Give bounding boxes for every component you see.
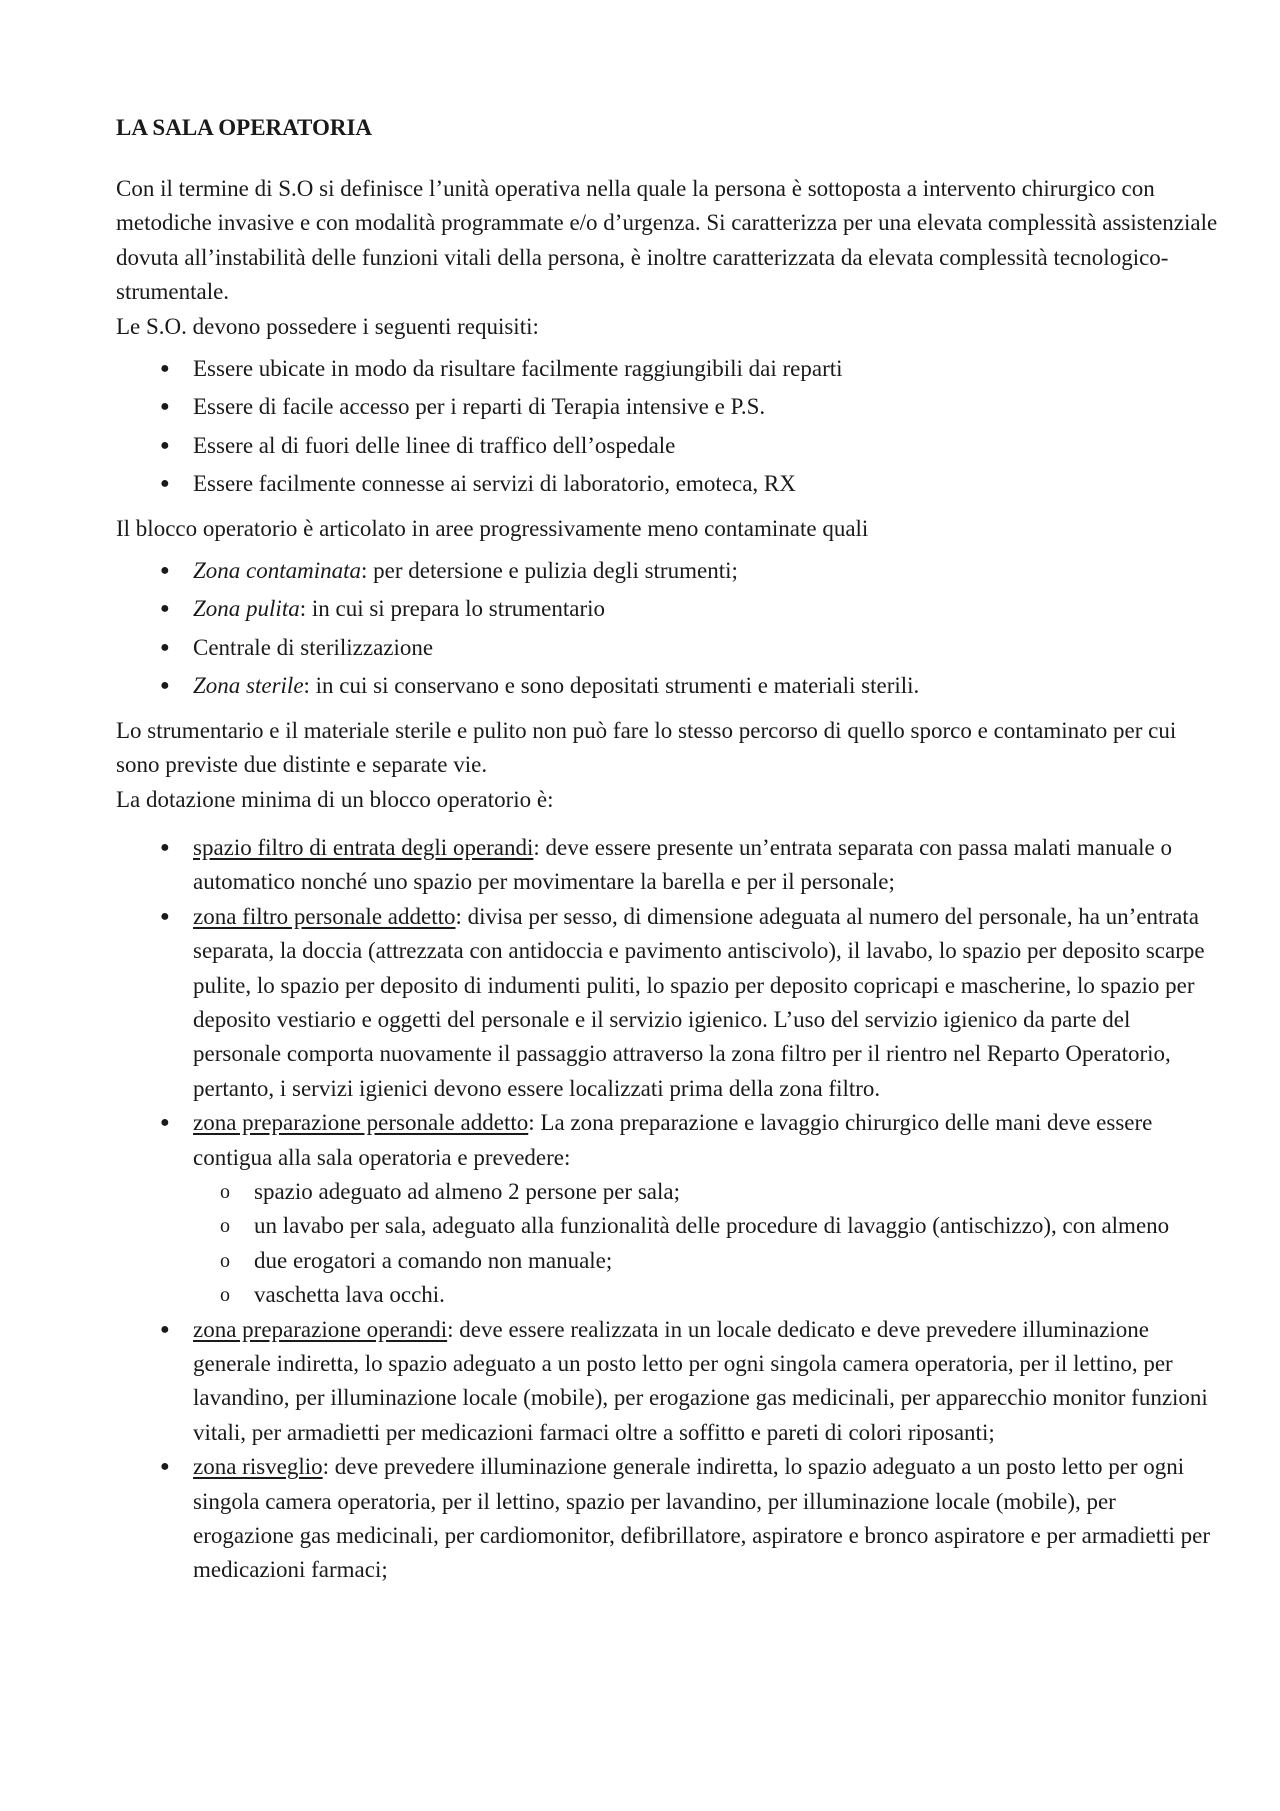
aree-list xyxy=(116,554,1220,704)
list-item: ● zona preparazione operandi: deve essere realizzata in un locale dedicato e deve prevedere illuminazione generale indiretta, lo spazio adeguato a un posto letto per ogni singola camera operatoria, per il lettino, per lavandino, per illuminazione locale (mobile), per erogazione gas medicinali, per apparecchio monitor funzioni vitali, per armadietti per medicazioni farmaci oltre a soffitto e pareti di colori riposanti; xyxy=(116,1313,1220,1451)
sub-list-item: o vaschetta lava occhi. xyxy=(193,1278,1220,1312)
bullet-icon: ● xyxy=(160,677,170,695)
dotazione-term: zona preparazione personale addetto xyxy=(193,1110,529,1136)
bullet-icon: ● xyxy=(160,838,170,856)
circle-bullet-icon: o xyxy=(220,1284,230,1307)
bullet-icon: ● xyxy=(160,436,170,454)
area-term: Zona sterile xyxy=(193,673,304,699)
list-item: ● Centrale di sterilizzazione xyxy=(116,631,1220,665)
list-item: ● zona filtro personale addetto: divisa per sesso, di dimensione adeguata al numero del personale, ha un’entrata separata, la doccia (attrezzata con antidoccia e pavimento antiscivolo), il lavabo, lo spazio per deposito scarpe pulite, lo spazio per deposito di indumenti puliti, lo spazio per deposito copricapi e mascherine, lo spazio per deposito vestiario e oggetti del personale e il servizio igienico. L’uso del servizio igienico da parte del personale comporta nuovamente il passaggio attraverso la zona filtro per il rientro nel Reparto Operatorio, pertanto, i servizi igienici devono essere localizzati prima della zona filtro. xyxy=(116,900,1220,1106)
list-item: ● Essere di facile accesso per i reparti di Terapia intensive e P.S. xyxy=(116,390,1220,424)
bullet-icon: ● xyxy=(160,562,170,580)
bullet-icon: ● xyxy=(160,398,170,416)
dotazione-term: zona risveglio xyxy=(193,1454,323,1480)
area-term: Zona pulita xyxy=(193,596,300,622)
requisiti-list xyxy=(116,352,1220,502)
dotazione-term: zona preparazione operandi xyxy=(193,1316,448,1342)
bullet-icon: ● xyxy=(160,600,170,618)
bullet-icon: ● xyxy=(160,1458,170,1476)
area-term: Zona contaminata xyxy=(193,558,362,584)
sub-list-item: o spazio adeguato ad almeno 2 persone per sala; xyxy=(193,1175,1220,1209)
circle-bullet-icon: o xyxy=(220,1215,230,1238)
list-item: ● Essere facilmente connesse ai servizi di laboratorio, emoteca, RX xyxy=(116,467,1220,501)
list-item: ● spazio filtro di entrata degli operandi: deve essere presente un’entrata separata con passa malati manuale o automatico nonché uno spazio per movimentare la barella e per il personale; xyxy=(116,831,1220,900)
aree-intro: Il blocco operatorio è articolato in aree progressivamente meno contaminate quali xyxy=(116,515,869,541)
intro-paragraph: Con il termine di S.O si definisce l’unità operativa nella quale la persona è sottoposta a intervento chirurgico con metodiche invasive e con modalità programmate e/o d’urgenza. Si caratterizza per una elevata complessità assistenziale dovuta all’instabilità delle funzioni vitali della persona, è inoltre caratterizzata da elevata complessità tecnologico-strumentale. xyxy=(116,176,1218,305)
dotazione-list xyxy=(116,831,1220,1588)
requisiti-intro: Le S.O. devono possedere i seguenti requisiti: xyxy=(116,313,539,339)
list-item: ● Essere al di fuori delle linee di traffico dell’ospedale xyxy=(116,429,1220,463)
dotazione-term: zona filtro personale addetto xyxy=(193,903,456,929)
list-item: ● zona preparazione personale addetto: La zona preparazione e lavaggio chirurgico delle mani deve essere contigua alla sala operatoria e prevedere: o spazio adeguato ad almeno 2 persone per sala; o un lavabo per sala, adeguato alla funzionalità delle procedure di lavaggio (antischizzo), con almeno o due erogatori a comando non manuale; o vaschetta lava occhi. xyxy=(116,1106,1220,1312)
preparazione-sublist xyxy=(193,1175,1220,1313)
bullet-icon: ● xyxy=(160,1320,170,1338)
circle-bullet-icon: o xyxy=(220,1249,230,1272)
sub-list-item: o due erogatori a comando non manuale; xyxy=(193,1244,1220,1278)
list-item: ● Essere ubicate in modo da risultare facilmente raggiungibili dai reparti xyxy=(116,352,1220,386)
percorso-paragraph: Lo strumentario e il materiale sterile e pulito non può fare lo stesso percorso di quello sporco e contaminato per cui sono previste due distinte e separate vie. xyxy=(116,717,1177,778)
page-title: LA SALA OPERATORIA xyxy=(116,115,373,140)
sub-list-item: o un lavabo per sala, adeguato alla funzionalità delle procedure di lavaggio (antischizzo), con almeno xyxy=(193,1209,1220,1243)
list-item: ● Zona contaminata: per detersione e pulizia degli strumenti; xyxy=(116,554,1220,588)
bullet-icon: ● xyxy=(160,638,170,656)
list-item: ● Zona pulita: in cui si prepara lo strumentario xyxy=(116,592,1220,626)
bullet-icon: ● xyxy=(160,475,170,493)
bullet-icon: ● xyxy=(160,360,170,378)
bullet-icon: ● xyxy=(160,907,170,925)
list-item: ● zona risveglio: deve prevedere illuminazione generale indiretta, lo spazio adeguato a un posto letto per ogni singola camera operatoria, per il lettino, spazio per lavandino, per illuminazione locale (mobile), per erogazione gas medicinali, per cardiomonitor, defibrillatore, aspiratore e bronco aspiratore e per armadietti per medicazioni farmaci; xyxy=(116,1450,1220,1588)
bullet-icon: ● xyxy=(160,1114,170,1132)
circle-bullet-icon: o xyxy=(220,1180,230,1203)
dotazione-term: spazio filtro di entrata degli operandi xyxy=(193,834,534,860)
list-item: ● Zona sterile: in cui si conservano e sono depositati strumenti e materiali sterili. xyxy=(116,669,1220,703)
dotazione-intro: La dotazione minima di un blocco operatorio è: xyxy=(116,786,554,812)
